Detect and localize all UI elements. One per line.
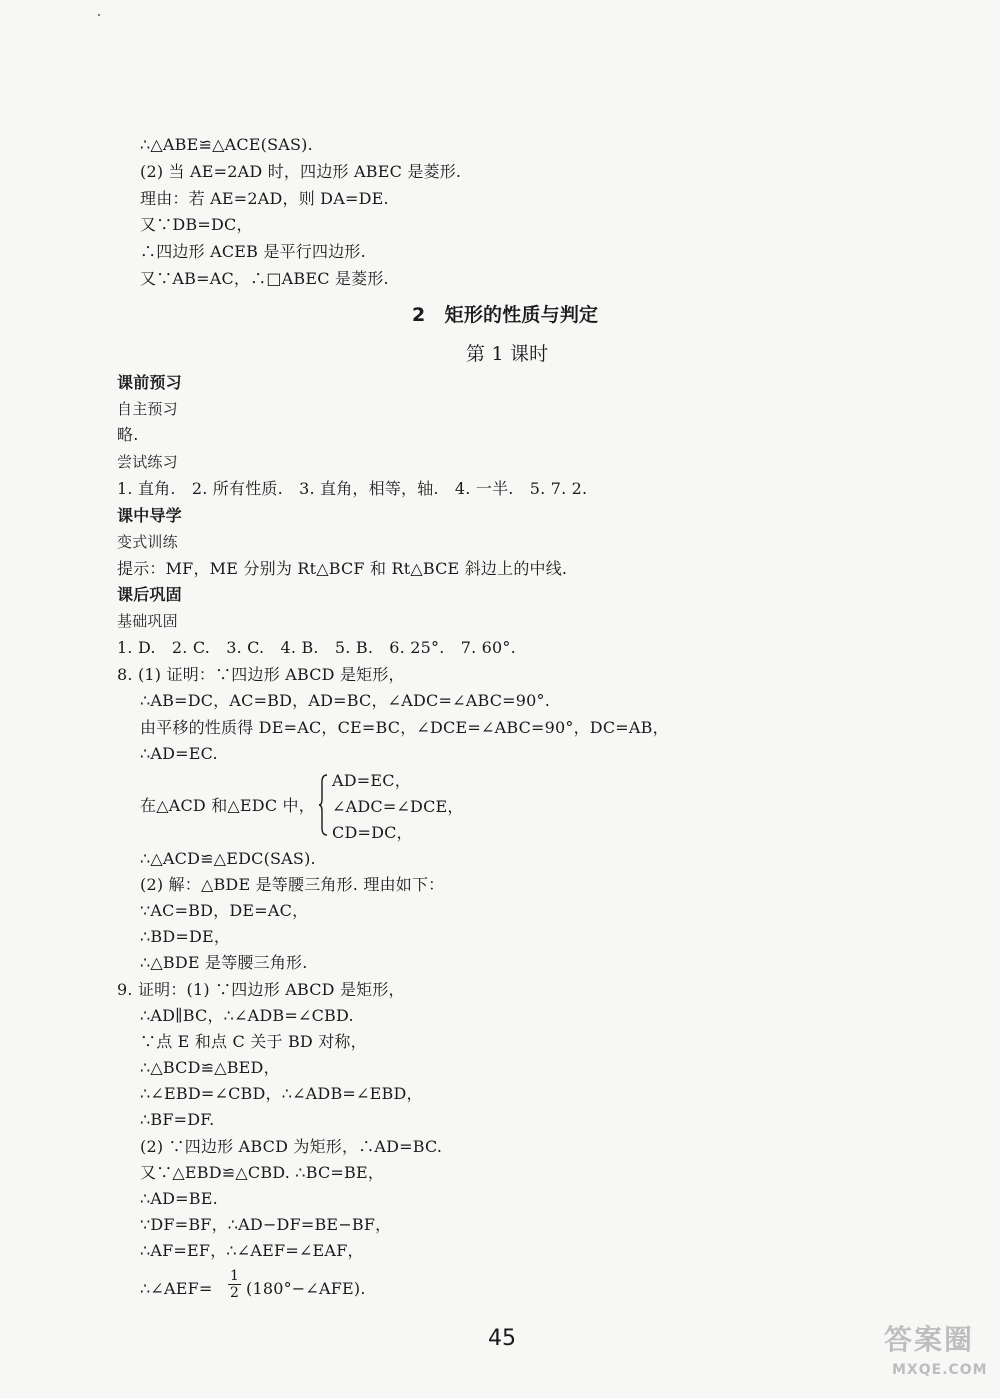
text-line: 又∵△EBD≌△CBD. ∴BC=BE， — [140, 1163, 385, 1182]
page-number: 45 — [488, 1326, 516, 1351]
heading-pre-class: 课前预习 — [117, 373, 182, 392]
text-line: ∵点 E 和点 C 关于 BD 对称， — [140, 1032, 367, 1051]
text-line: ∴AB=DC，AC=BD，AD=BC，∠ADC=∠ABC=90°. — [140, 691, 550, 710]
watermark-url: MXQE.COM — [892, 1362, 988, 1378]
text-line: ∵DF=BF，∴AD−DF=BE−BF， — [140, 1215, 392, 1234]
scan-speck — [98, 14, 100, 16]
subheading-variant-training: 变式训练 — [117, 533, 178, 551]
text-line: 提示：MF，ME 分别为 Rt△BCF 和 Rt△BCE 斜边上的中线. — [117, 559, 568, 578]
system-row: CD=DC， — [332, 823, 413, 842]
subheading-try-practice: 尝试练习 — [117, 453, 178, 471]
text-line: 又∵DB=DC， — [140, 215, 253, 234]
system-lead: 在△ACD 和△EDC 中， — [140, 796, 315, 815]
text-line: ∴AD∥BC，∴∠ADB=∠CBD. — [140, 1006, 354, 1025]
site-watermark — [880, 1318, 990, 1390]
text-line: ∴AF=EF，∴∠AEF=∠EAF， — [140, 1241, 364, 1260]
text-line: ∴△ABE≌△ACE(SAS). — [140, 135, 313, 154]
text-line: (2) 解：△BDE 是等腰三角形. 理由如下： — [140, 875, 445, 894]
text-line: (2) 当 AE=2AD 时，四边形 ABEC 是菱形. — [140, 162, 462, 181]
equation-prefix: ∴∠AEF= — [140, 1279, 213, 1298]
text-line: 1. D. 2. C. 3. C. 4. B. 5. B. 6. 25°. 7. 60°. — [117, 638, 516, 657]
text-line: ∴△BDE 是等腰三角形. — [140, 953, 308, 972]
text-line: 1. 直角. 2. 所有性质. 3. 直角，相等，轴. 4. 一半. 5. 7. 2. — [117, 479, 588, 498]
system-row: AD=EC， — [332, 771, 411, 790]
text-line: ∴∠EBD=∠CBD，∴∠ADB=∠EBD， — [140, 1084, 423, 1103]
fraction-numerator: 1 — [230, 1268, 239, 1284]
equation-suffix: (180°−∠AFE). — [246, 1279, 366, 1298]
text-line: 略. — [117, 425, 139, 444]
watermark-logo-text: 答案圈 — [884, 1323, 975, 1356]
text-line: 8. (1) 证明：∵四边形 ABCD 是矩形， — [117, 665, 405, 684]
text-line: 由平移的性质得 DE=AC，CE=BC，∠DCE=∠ABC=90°，DC=AB， — [140, 718, 669, 737]
text-line: ∴四边形 ACEB 是平行四边形. — [140, 242, 366, 261]
text-line: 又∵AB=AC，∴□ABEC 是菱形. — [140, 269, 389, 288]
text-line: ∴△ACD≌△EDC(SAS). — [140, 849, 316, 868]
system-row: ∠ADC=∠DCE， — [332, 797, 464, 816]
text-line: ∴△BCD≌△BED， — [140, 1058, 280, 1077]
subheading-basic: 基础巩固 — [117, 612, 178, 630]
fraction — [228, 1268, 241, 1301]
text-line: 理由：若 AE=2AD，则 DA=DE. — [140, 189, 389, 208]
text-line: (2) ∵四边形 ABCD 为矩形，∴AD=BC. — [140, 1137, 443, 1156]
subheading-self-study: 自主预习 — [117, 400, 178, 418]
text-line: ∴AD=EC. — [140, 744, 218, 763]
text-line: ∴BD=DE， — [140, 927, 231, 946]
fraction-denominator: 2 — [230, 1285, 239, 1301]
text-line: ∴BF=DF. — [140, 1110, 215, 1129]
heading-in-class: 课中导学 — [117, 506, 182, 525]
heading-after-class: 课后巩固 — [117, 585, 182, 604]
text-line: 9. 证明：(1) ∵四边形 ABCD 是矩形， — [117, 980, 405, 999]
left-brace-icon — [318, 774, 328, 836]
text-line: ∴AD=BE. — [140, 1189, 218, 1208]
text-line: ∵AC=BD，DE=AC， — [140, 901, 309, 920]
section-title: 2 矩形的性质与判定 — [412, 304, 599, 326]
lesson-title: 第 1 课时 — [466, 343, 549, 365]
